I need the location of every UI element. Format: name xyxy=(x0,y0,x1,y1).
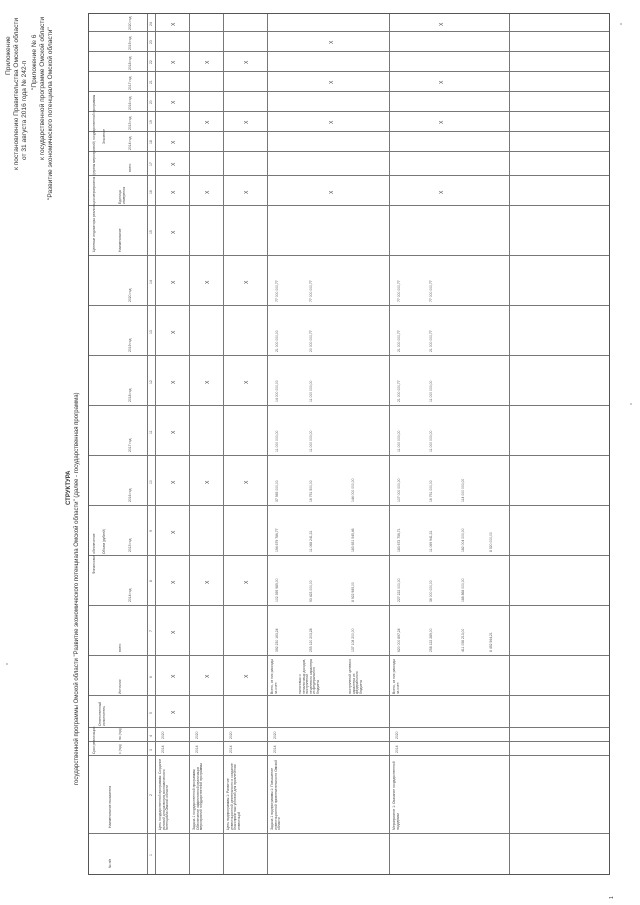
amount-total-3: 137 108 200,00 xyxy=(351,628,355,652)
col-header-executor: Ответственный исполнитель xyxy=(98,701,106,726)
x-mark: X xyxy=(171,190,177,194)
amount-2014-2: 36 000 000,00 xyxy=(429,580,433,602)
col-num: 19 xyxy=(149,120,153,124)
col-num: 11 xyxy=(149,430,153,434)
x-mark: X xyxy=(171,530,177,534)
x-mark: X xyxy=(244,60,250,64)
col-num: 3 xyxy=(149,749,153,751)
amount-2014-2: 93 423 000,00 xyxy=(309,580,313,602)
amount-2019: 21 000 000,00 xyxy=(275,330,279,352)
amount-2020-2: 77 000 000,77 xyxy=(429,280,433,302)
amount-2016-2: 16 751 500,00 xyxy=(309,480,313,502)
x-mark: X xyxy=(244,190,250,194)
amount-total-2: 258 122 289,00 xyxy=(429,628,433,652)
x-mark: X xyxy=(329,40,335,44)
col-header-2020: 2020 год xyxy=(128,288,132,302)
col-num: 1 xyxy=(149,854,153,856)
amount-2014: 227 222 000,00 xyxy=(397,578,401,602)
col-num: 20 xyxy=(149,100,153,104)
col-header-source: Источник xyxy=(118,679,122,694)
x-mark: X xyxy=(171,330,177,334)
amount-2014-3: 188 868 000,00 xyxy=(461,578,465,602)
x-mark: X xyxy=(205,380,211,384)
col-header-num: № п/п xyxy=(108,858,112,868)
x-mark: X xyxy=(244,380,250,384)
amount-2017-2: 11 000 000,00 xyxy=(429,430,433,452)
amount-total-2: 255 120 203,28 xyxy=(309,628,313,652)
col-header-ind-2016: 2016 год xyxy=(128,96,132,110)
col-header-ind-total: всего xyxy=(128,163,132,172)
amount-2015: 194 679 786,77 xyxy=(275,528,279,552)
x-mark: X xyxy=(205,580,211,584)
col-num: 8 xyxy=(149,580,153,582)
x-mark: X xyxy=(439,22,445,26)
doc-subtitle: государственной программы Омской области "Развитие экономического потенциала Омской области" (далее - государственная программа) xyxy=(74,392,80,785)
appendix-label: Приложение xyxy=(5,36,12,75)
doc-title: СТРУКТУРА xyxy=(66,470,72,505)
row-from: 2014 xyxy=(161,745,165,753)
col-header-from: с (год) xyxy=(118,744,122,754)
x-mark: X xyxy=(329,120,335,124)
col-num: 4 xyxy=(149,735,153,737)
amount-2016: 107 000 000,00 xyxy=(397,478,401,502)
row-from: 2014 xyxy=(273,745,277,753)
amount-2014: 102 395 985,00 xyxy=(275,578,279,602)
col-num: 14 xyxy=(149,280,153,284)
source-federal: поступлений целевого характера из федерального бюджета xyxy=(348,658,363,694)
amount-2015-3: 182 004 000,00 xyxy=(461,528,465,552)
to-decree-label: к постановлению Правительства Омской области xyxy=(13,17,20,170)
x-mark: X xyxy=(439,80,445,84)
x-mark: X xyxy=(171,100,177,104)
scan-speck xyxy=(6,663,8,665)
x-mark: X xyxy=(171,480,177,484)
row-to: 2020 xyxy=(273,731,277,739)
amount-2018-2: 11 000 000,00 xyxy=(429,380,433,402)
col-header-ind-2017: 2017 год xyxy=(128,76,132,90)
row-to: 2020 xyxy=(229,731,233,739)
amount-2015-2: 11 068 241,31 xyxy=(309,530,313,552)
col-num: 5 xyxy=(149,712,153,714)
row-label-subprogram-task: Задача 1 подпрограммы 1: Повышение инвестиционной привлекательности Омской области xyxy=(270,759,282,830)
scan-speck xyxy=(630,403,632,405)
amount-2015: 183 672 756,71 xyxy=(397,528,401,552)
row-label-subprogram-goal: Цель подпрограммы 1: Развитие инвестиционной деятельности и создание благоприятных условий для привлечения инвестиций xyxy=(226,763,241,830)
amount-2020: 77 000 000,77 xyxy=(397,280,401,302)
amount-total-3: 411 058 213,00 xyxy=(461,628,465,652)
col-header-ind-2018: 2018 год xyxy=(128,56,132,70)
row-to: 2020 xyxy=(395,731,399,739)
col-num: 22 xyxy=(149,60,153,64)
col-num: 7 xyxy=(149,630,153,632)
amount-2019: 21 000 000,77 xyxy=(397,330,401,352)
amount-total: 620 000 897,24 xyxy=(397,628,401,652)
page-number: 1 xyxy=(609,896,615,899)
amount-2017: 11 000 000,00 xyxy=(397,430,401,452)
x-mark: X xyxy=(171,280,177,284)
x-mark: X xyxy=(171,22,177,26)
program-name: "Развитие экономического потенциала Омской области" xyxy=(47,27,54,200)
col-num: 21 xyxy=(149,80,153,84)
amount-2015-4: 8 520 000,00 xyxy=(489,532,493,552)
row-from: 2014 xyxy=(229,745,233,753)
amount-2018: 21 000 000,77 xyxy=(397,380,401,402)
amount-2014-3: 8 922 985,00 xyxy=(351,582,355,602)
col-header-volume: Объем (рублей) xyxy=(102,528,106,554)
amount-total: 392 230 163,24 xyxy=(275,628,279,652)
x-mark: X xyxy=(244,480,250,484)
amount-2018: 14 000 000,00 xyxy=(275,380,279,402)
x-mark: X xyxy=(244,120,250,124)
source-total: Всего, из них расходы за счет: xyxy=(270,659,278,694)
x-mark: X xyxy=(171,580,177,584)
col-num: 17 xyxy=(149,162,153,166)
group-header-targets: Целевые индикаторы реализации мероприятия (группы мероприятий) государственной программы xyxy=(92,94,96,252)
amount-total-4: 8 452 564,21 xyxy=(489,632,493,652)
x-mark: X xyxy=(329,80,335,84)
col-num: 10 xyxy=(149,480,153,484)
x-mark: X xyxy=(439,120,445,124)
col-num: 13 xyxy=(149,330,153,334)
x-mark: X xyxy=(244,674,250,678)
x-mark: X xyxy=(205,120,211,124)
row-label-goal: Цель государственной программы: Создание условий для развития экономического потенциала Омской области xyxy=(158,758,170,830)
x-mark: X xyxy=(171,430,177,434)
x-mark: X xyxy=(205,60,211,64)
scan-speck xyxy=(620,23,622,25)
col-header-to: по (год) xyxy=(118,728,122,740)
col-num: 16 xyxy=(149,190,153,194)
appendix-6-label: "Приложение № 6 xyxy=(31,34,38,90)
x-mark: X xyxy=(171,162,177,166)
x-mark: X xyxy=(244,280,250,284)
x-mark: X xyxy=(171,674,177,678)
col-header-2017: 2017 год xyxy=(128,438,132,452)
amount-2016-2: 16 751 000,00 xyxy=(429,480,433,502)
col-header-ind-2019: 2019 год xyxy=(128,36,132,50)
row-from: 2014 xyxy=(195,745,199,753)
col-header-name: Наименование показателя xyxy=(108,785,112,828)
amount-2019-2: 21 000 000,77 xyxy=(429,330,433,352)
col-num: 15 xyxy=(149,230,153,234)
amount-2017: 11 000 000,00 xyxy=(275,430,279,452)
col-header-ind-2014: 2014 год xyxy=(128,136,132,150)
amount-2016-3: 114 000 000,00 xyxy=(461,478,465,502)
col-header-indicator-name: Наименование xyxy=(118,228,122,252)
x-mark: X xyxy=(244,580,250,584)
col-num: 2 xyxy=(149,794,153,796)
x-mark: X xyxy=(205,190,211,194)
group-header-values: Значение xyxy=(102,128,106,144)
col-header-2014: 2014 год xyxy=(128,588,132,602)
source-total: Всего, из них расходы за счет: xyxy=(392,659,400,694)
amount-2020-2: 77 000 000,77 xyxy=(309,280,313,302)
x-mark: X xyxy=(171,710,177,714)
amount-2015-2: 11 069 941,31 xyxy=(429,530,433,552)
row-label-task-1: Задача 1 государственной программы: Обеспечение эффективной реализации мероприятий государственной программы xyxy=(192,763,204,830)
col-header-ind-2015: 2015 год xyxy=(128,116,132,130)
amount-2016-3: 144 000 000,00 xyxy=(351,478,355,502)
col-header-unit: Единица измерения xyxy=(118,186,126,204)
x-mark: X xyxy=(171,630,177,634)
amount-2019-2: 20 000 000,77 xyxy=(309,330,313,352)
row-to: 2020 xyxy=(161,731,165,739)
col-num: 12 xyxy=(149,380,153,384)
structure-table xyxy=(88,13,610,875)
x-mark: X xyxy=(205,480,211,484)
col-header-2015: 2015 год xyxy=(128,538,132,552)
col-header-period: Срок реализации xyxy=(92,726,96,754)
col-num: 23 xyxy=(149,40,153,44)
date-line: от 31 августа 2016 года № 242-п xyxy=(21,60,28,160)
amount-2016: 37 565 000,00 xyxy=(275,480,279,502)
x-mark: X xyxy=(171,380,177,384)
x-mark: X xyxy=(439,190,445,194)
x-mark: X xyxy=(171,140,177,144)
col-num: 9 xyxy=(149,530,153,532)
col-header-2016: 2016 год xyxy=(128,488,132,502)
x-mark: X xyxy=(205,280,211,284)
col-num: 18 xyxy=(149,140,153,144)
row-label-event-1: Мероприятие 1: Оказание государственной поддержки xyxy=(392,761,400,830)
col-header-2018: 2018 год xyxy=(128,388,132,402)
x-mark: X xyxy=(171,60,177,64)
row-from: 2014 xyxy=(395,745,399,753)
x-mark: X xyxy=(171,230,177,234)
to-program-label: к государственной программе Омской области xyxy=(39,16,46,160)
x-mark: X xyxy=(205,674,211,678)
amount-2015-3: 183 651 545,46 xyxy=(351,528,355,552)
group-header-finance: Финансовое обеспечение xyxy=(92,533,96,574)
x-mark: X xyxy=(329,190,335,194)
row-to: 2020 xyxy=(195,731,199,739)
col-header-total: всего xyxy=(118,643,122,652)
col-header-ind-2020: 2020 год xyxy=(128,16,132,30)
source-own: налоговых и неналоговых доходов, поступлений нецелевого характера из федерального бюджета xyxy=(298,658,320,694)
amount-2020: 77 000 000,77 xyxy=(275,280,279,302)
col-header-2019: 2019 год xyxy=(128,338,132,352)
col-num: 6 xyxy=(149,676,153,678)
amount-2017-2: 11 000 000,00 xyxy=(309,430,313,452)
amount-2018-2: 11 000 000,00 xyxy=(309,380,313,402)
col-num: 24 xyxy=(149,22,153,26)
